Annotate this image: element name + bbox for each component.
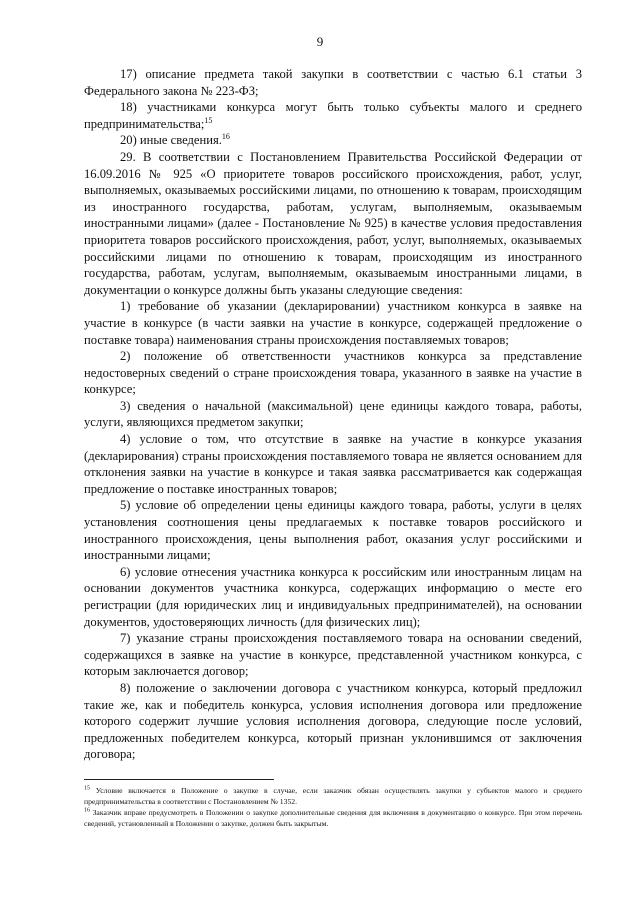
footnote: $^{15}$ Условие включается в Положение о закупке в случае, если заказчик обязан осуществлять закупки у субъектов малого и среднего предпринимательства в соответствии с Постановлением № 1352.	[84, 785, 582, 806]
paragraph: 29. В соответствии с Постановлением Правительства Российской Федерации от 16.09.2016 № 925 «О приоритете товаров российского происхождения, работ, услуг, выполняемых, оказываемых российскими лицами, по отношению к товарам, происходящим из иностранного государства, работам, услугам, выполняемым, оказываемым иностранными лицами» (далее - Постановление № 925) в качестве условия предоставления приоритета товаров российского происхождения, работ, услуг, выполняемых, оказываемых российскими лицами по отношению к товарам, происходящим из иностранного государства, работам, услугам, выполняемым, оказываемым иностранными лицами, в документации о конкурсе должны быть указаны следующие сведения:	[84, 149, 582, 297]
paragraph: 20) иные сведения.$^{16}$	[120, 132, 230, 148]
page-number: 9	[316, 34, 324, 49]
paragraph: 2) положение об ответственности участников конкурса за представление недостоверных сведений о стране происхождения товара, указанного в заявке на участие в конкурсе;	[84, 349, 582, 397]
paragraph: 18) участниками конкурса могут быть только субъекты малого и среднего предпринимательства;$^{15}$	[84, 100, 582, 131]
paragraph: 8) положение о заключении договора с участником конкурса, который предложил такие же, как и победитель конкурса, условия исполнения договора или предложение которого содержит лучшие условия исполнения договора, следующие после условий, предложенных победителем конкурса, который признан уклонившимся от заключения договора;	[84, 680, 582, 762]
footnote-mark: 16	[84, 807, 90, 814]
paragraph: 1) требование об указании (декларировании) участником конкурса в заявке на участие в конкурсе (в части заявки на участие в конкурсе, содержащей предложение о поставке товара) наименования страны происхождения поставляемых товаров;	[84, 299, 582, 347]
paragraph: 3) сведения о начальной (максимальной) цене единицы каждого товара, работы, услуги, являющихся предметом закупки;	[84, 398, 582, 430]
paragraph: 6) условие отнесения участника конкурса к российским или иностранным лицам на основании документов участника конкурса, содержащих информацию о месте его регистрации (для юридических лиц и индивидуальных предпринимателей), на основании документов, удостоверяющих личность (для физических лиц);	[84, 564, 582, 629]
paragraph: 5) условие об определении цены единицы каждого товара, работы, услуги в целях установления соотношения цены предлагаемых к поставке товаров российского и иностранного происхождения, цены выполнения работ, оказания услуг российскими и иностранными лицами;	[84, 498, 582, 563]
footnote-separator	[84, 779, 274, 780]
footnote-mark: 15	[84, 785, 90, 792]
footnotes	[84, 785, 582, 829]
footnote-ref[interactable]: 16	[221, 132, 230, 142]
footnote: $^{16}$ Заказчик вправе предусмотреть в Положении о закупке дополнительные сведения для включения в документацию о конкурсе. При этом перечень сведений, установленный в Положении о закупке, должен быть закрытым.	[84, 807, 582, 828]
paragraph: 17) описание предмета такой закупки в соответствии с частью 6.1 статьи 3 Федерального закона № 223-ФЗ;	[84, 67, 582, 98]
paragraph: 4) условие о том, что отсутствие в заявке на участие в конкурсе указания (декларирования) страны происхождения поставляемого товара не является основанием для отклонения заявки на участие в конкурсе и такая заявка рассматривается как содержащая предложение о поставке иностранных товаров;	[84, 432, 582, 496]
footnote-ref[interactable]: 15	[204, 115, 213, 125]
paragraph: 7) указание страны происхождения поставляемого товара на основании сведений, содержащихся в заявке на участие в конкурсе, представленной участником конкурса, с которым заключается договор;	[84, 631, 582, 679]
body-text	[84, 66, 582, 763]
